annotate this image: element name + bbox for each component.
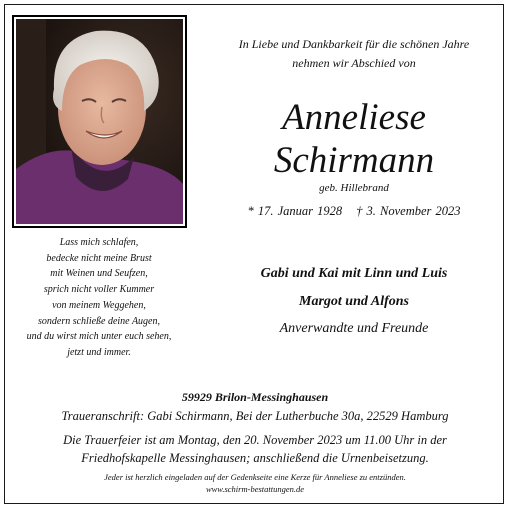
poem <box>4 235 194 361</box>
service-line: Friedhofskapelle Messinghausen; anschließend die Urnenbeisetzung. <box>81 451 429 465</box>
poem-line: bedecke nicht meine Brust <box>46 252 152 264</box>
mourning-address: Traueranschrift: Gabi Schirmann, Bei der Lutherbuche 30a, 22529 Hamburg <box>61 409 449 423</box>
first-name: Anneliese <box>282 97 426 138</box>
memorial-note <box>4 471 506 495</box>
poem-line: Lass mich schlafen, <box>59 237 139 248</box>
mourners-line-2: Margot und Alfons <box>299 294 409 309</box>
poem-line: jetzt und immer. <box>67 346 131 358</box>
poem-line: sprich nicht voller Kummer <box>43 284 155 296</box>
life-dates <box>198 202 510 220</box>
birth-name: geb. Hillebrand <box>319 182 389 194</box>
portrait-icon <box>16 19 183 224</box>
death-date: † 3. November 2023 <box>356 204 461 218</box>
mourners-line-3: Anverwandte und Freunde <box>279 321 429 336</box>
poem-line: mit Weinen und Seufzen, <box>50 268 148 280</box>
poem-line: von meinem Weggehen, <box>52 299 146 311</box>
memorial-website-link[interactable]: www.schirm-bestattungen.de <box>205 484 305 494</box>
intro-line: nehmen wir Abschied von <box>292 56 416 70</box>
last-name: Schirmann <box>273 140 435 181</box>
service-info <box>4 431 506 467</box>
poem-line: sondern schließe deine Augen, <box>37 315 160 327</box>
poem-line: und du wirst mich unter euch sehen, <box>26 331 172 343</box>
intro-line: In Liebe und Dankbarkeit für die schönen Jahre <box>238 37 470 51</box>
birth-date: * 17. Januar 1928 <box>247 204 343 218</box>
intro-text <box>198 35 510 73</box>
place: 59929 Brilon-Messinghausen <box>181 390 329 404</box>
memorial-note-line: Jeder ist herzlich eingeladen auf der Gedenkseite eine Kerze für Anneliese zu entzünden. <box>104 472 406 482</box>
service-line: Die Trauerfeier ist am Montag, den 20. November 2023 um 11.00 Uhr in der <box>63 433 447 447</box>
portrait-photo <box>12 15 187 228</box>
mourners-line-1: Gabi und Kai mit Linn und Luis <box>260 266 448 281</box>
